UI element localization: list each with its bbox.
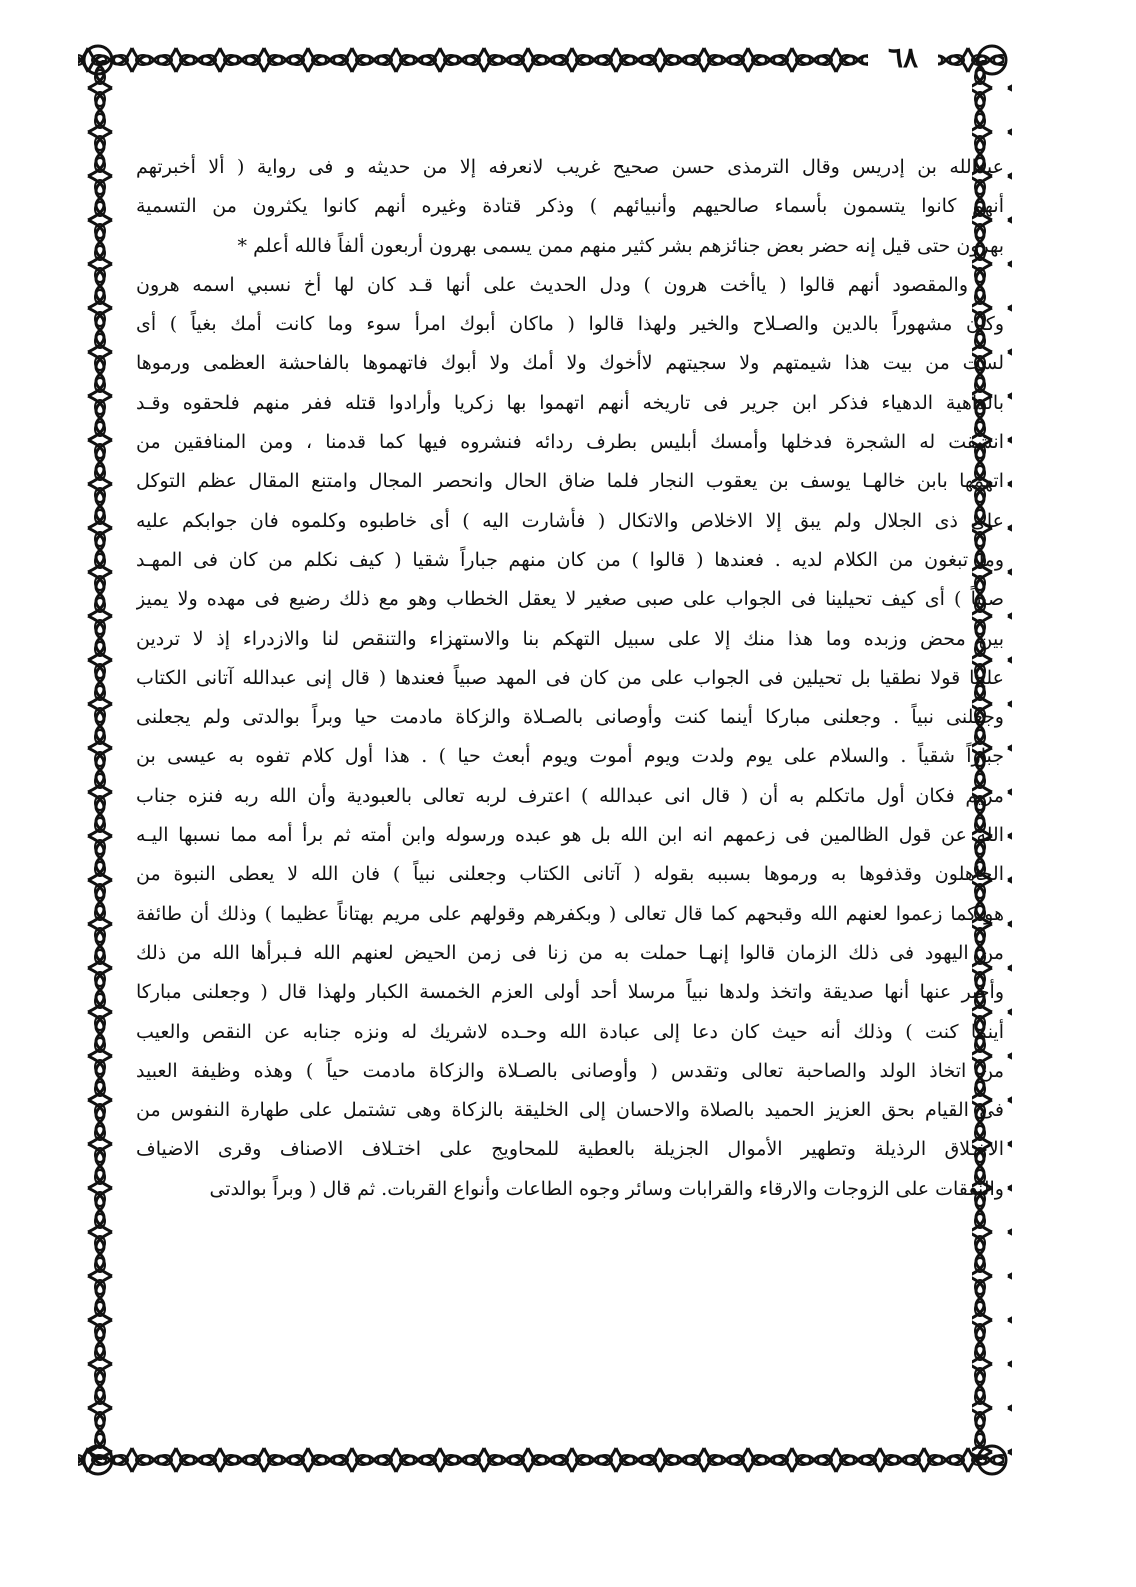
body-text	[136, 148, 1004, 1209]
text-line: بين محض وزبده وما هذا منك إلا على سبيل التهكم بنا والاستهزاء والتنقص لنا والازدراء إذ لا تردين	[136, 627, 1004, 650]
text-line: صبياً ) أى كيف تحيلينا فى الجواب على صبى صغير لا يعقل الخطاب وهو مع ذلك رضيع فى مهده ولا يميز	[136, 588, 1004, 611]
text-line: فى القيام بحق العزيز الحميد بالصلاة والاحسان إلى الخليقة بالزكاة وهى تشتمل على طهارة النفوس من	[136, 1099, 1004, 1122]
text-line: انشقت له الشجرة فدخلها وأمسك أبليس بطرف ردائه فنشروه فيها كما قدمنا ، ومن المنافقين من	[136, 431, 1004, 454]
text-line: اتهمها بابن خالهـا يوسف بن يعقوب النجار فلما ضاق الحال وانحصر المجال وامتنع المقال عظم التوكل	[136, 470, 1004, 493]
text-line: لست من بيت هذا شيمتهم ولا سجيتهم لاأخوك ولا أمك ولا أبوك فاتهموها بالفاحشة العظمى ورموها	[136, 352, 1004, 375]
page-number: ٦٨	[868, 38, 938, 78]
text-line: من اليهود فى ذلك الزمان قالوا إنهـا حملت به من زنا فى زمن الحيض لعنهم الله فـبرأها الله من ذلك	[136, 941, 1004, 964]
text-line: بالداهية الدهياء فذكر ابن جرير فى تاريخه أنهم اتهموا بها زكريا وأرادوا قتله ففر منهم فلحقوه وقـد	[136, 391, 1004, 414]
text-line: والمقصود أنهم قالوا ( ياأخت هرون ) ودل الحديث على أنها قـد كان لها أخ نسبي اسمه هرون	[136, 273, 968, 296]
text-line: وجعلنى نبياً . وجعلنى مباركا أينما كنت وأوصانى بالصـلاة والزكاة مادمت حيا وبراً بوالدتى ولم يجعلنى	[136, 706, 1004, 729]
text-line: أنهم كانوا يتسمون بأسماء صالحيهم وأنبيائهم ) وذكر قتادة وغيره أنهم كانوا يكثرون من التسمية	[136, 195, 1004, 218]
text-line: وكان مشهوراً بالدين والصـلاح والخير ولهذا قالوا ( ماكان أبوك امرأ سوء وما كانت أمك بغياً ) أى	[136, 313, 1004, 336]
text-line: وأخبر عنها أنها صديقة واتخذ ولدها نبياً مرسلا أحد أولى العزم الخمسة الكبار ولهذا قال ( وجعلنى مباركا	[136, 981, 1004, 1004]
text-line: وما تبغون من الكلام لديه . فعندها ( قالوا ) من كان منهم جباراً شقيا ( كيف نكلم من كان فى المهـد	[136, 548, 1004, 571]
text-line: علينا قولا نطقيا بل تحيلين فى الجواب على من كان فى المهد صبياً فعندها ( قال إنى عبدالله آتانى الكتاب	[136, 666, 1004, 689]
text-line: هو كما زعموا لعنهم الله وقبحهم كما قال تعالى ( وبكفرهم وقولهم على مريم بهتاناً عظيما ) وذلك أن طائفة	[136, 902, 1004, 925]
text-line: من اتخاذ الولد والصاحبة تعالى وتقدس ( وأوصانى بالصـلاة والزكاة مادمت حياً ) وهذه وظيفة العبيد	[136, 1059, 1004, 1082]
text-line: الاخـلاق الرذيلة وتطهير الأموال الجزيلة بالعطية للمحاويج على اختـلاف الاصناف وقرى الاضياف	[136, 1138, 1004, 1161]
text-line: أينما كنت ) وذلك أنه حيث كان دعا إلى عبادة الله وحـده لاشريك له ونزه جنابه عن النقص والعيب	[136, 1020, 1004, 1043]
text-line: جباراً شقياً . والسلام على يوم ولدت ويوم أموت ويوم أبعث حيا ) . هذا أول كلام تفوه به عيسى بن	[136, 745, 1004, 768]
text-line: عبدالله بن إدريس وقال الترمذى حسن صحيح غريب لانعرفه إلا من حديثه و فى رواية ( ألا أخبرتهم	[136, 156, 1004, 178]
text-line: بهرون حتى قيل إنه حضر بعض جنائزهم بشر كثير منهم ممن يسمى بهرون أربعون ألفاً فالله أعلم *	[237, 234, 1004, 257]
text-line: مريم فكان أول ماتكلم به أن ( قال انى عبدالله ) اعترف لربه تعالى بالعبودية وأن الله ربه فنزه جناب	[136, 784, 1004, 807]
text-line: على ذى الجلال ولم يبق إلا الاخلاص والاتكال ( فأشارت اليه ) أى خاطبوه وكلموه فان جوابكم عليه	[136, 509, 1004, 532]
text-line: الله عن قول الظالمين فى زعمهم انه ابن الله بل هو عبده ورسوله وابن أمته ثم برأ أمه مما نسبها اليـه	[136, 824, 1004, 847]
text-line: والنفقات على الزوجات والارقاء والقرابات وسائر وجوه الطاعات وأنواع القربات. ثم قال ( وبراً بوالدتى	[209, 1177, 1004, 1200]
text-line: الجاهلون وقذفوها به ورموها بسببه بقوله ( آتانى الكتاب وجعلنى نبياً ) فان الله لا يعطى النبوة من	[136, 863, 1004, 886]
